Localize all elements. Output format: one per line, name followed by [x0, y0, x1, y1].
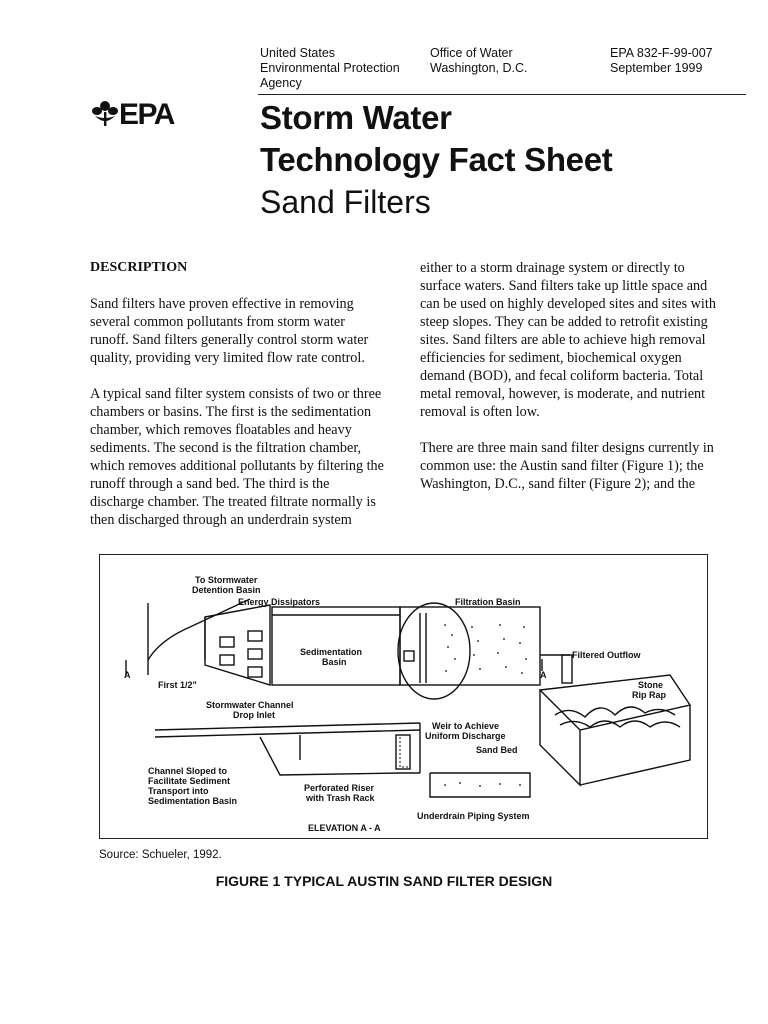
left-column — [90, 259, 392, 529]
page-title-line2: Technology Fact Sheet — [260, 141, 613, 178]
paragraph-line: chambers or basins. The first is the sedimentation — [90, 404, 372, 420]
paragraph-line: surface waters. Sand filters take up little space and — [420, 278, 708, 294]
label-sloped: Sedimentation Basin — [148, 796, 238, 806]
paragraph-line: can be used on highly developed sites and sites with — [420, 296, 716, 312]
label-section-a: A — [540, 670, 547, 680]
label-sedimentation: Basin — [322, 657, 347, 667]
document-id — [610, 46, 713, 76]
label-first-half: First 1/2" — [158, 680, 197, 690]
office-name — [430, 46, 528, 76]
label-channel: Drop Inlet — [233, 710, 275, 720]
paragraph-line: quality, providing very limited flow rate control. — [90, 350, 365, 366]
inlet-channel — [205, 605, 270, 685]
label-detention: To Stormwater — [195, 575, 258, 585]
agency-line: Agency — [260, 76, 302, 90]
agency-line: United States — [260, 46, 336, 60]
paragraph-line: removal is often low. — [420, 404, 540, 420]
paragraph-line: which removes additional pollutants by filtering the — [90, 458, 384, 474]
label-section-a: A — [124, 670, 131, 680]
page-subtitle: Sand Filters — [260, 184, 431, 220]
paragraph-line: discharge chamber. The treated filtrate normally is — [90, 494, 376, 510]
label-stone: Stone — [638, 680, 664, 690]
agency-line: Environmental Protection — [260, 61, 400, 75]
sedimentation-basin-outline — [272, 607, 400, 685]
paragraph-line: metal removal, however, is moderate, and nutrient — [420, 386, 706, 402]
paragraph-line: common use: the Austin sand filter (Figure 1); the — [420, 458, 704, 474]
paragraph-line: either to a storm drainage system or directly to — [420, 260, 685, 276]
paragraph-line: runoff. Sand filters generally control storm water — [90, 332, 369, 348]
label-sand-bed: Sand Bed — [476, 745, 518, 755]
paragraph-line: then discharged through an underdrain system — [90, 512, 352, 528]
label-weir: Weir to Achieve — [432, 721, 500, 731]
label-filtration-basin: Filtration Basin — [455, 597, 521, 607]
paragraph-line: A typical sand filter system consists of two or three — [90, 386, 382, 402]
label-detention: Detention Basin — [192, 585, 261, 595]
label-sloped: Facilitate Sediment — [148, 776, 231, 786]
label-underdrain: Underdrain Piping System — [417, 811, 530, 821]
epa-logo — [92, 96, 192, 130]
paragraph-line: runoff through a sand bed. The third is the — [90, 476, 330, 492]
paragraph-line: Washington, D.C., sand filter (Figure 2); and the — [420, 476, 696, 492]
flower-icon — [92, 101, 118, 126]
doc-number: EPA 832-F-99-007 — [610, 46, 713, 60]
label-riser: Perforated Riser — [304, 783, 375, 793]
label-riser: with Trash Rack — [306, 793, 375, 803]
label-channel: Stormwater Channel — [206, 700, 294, 710]
doc-date: September 1999 — [610, 61, 703, 75]
label-stone: Rip Rap — [632, 690, 667, 700]
label-energy-dissipators: Energy Dissipators — [238, 597, 321, 607]
right-column — [420, 259, 723, 493]
paragraph-line: chamber, which removes floatables and heavy — [90, 422, 352, 438]
label-weir: Uniform Discharge — [425, 731, 506, 741]
paragraph-line: efficiencies for sediment, biochemical oxygen — [420, 350, 682, 366]
label-sloped: Channel Sloped to — [148, 766, 228, 776]
header-divider — [258, 94, 746, 95]
epa-logo-text: EPA — [119, 98, 174, 130]
perforated-riser — [396, 735, 410, 769]
office-line: Washington, D.C. — [430, 61, 528, 75]
label-elevation: ELEVATION A - A — [308, 823, 381, 833]
figure-source: Source: Schueler, 1992. — [99, 849, 222, 861]
label-sloped: Transport into — [148, 786, 209, 796]
agency-name — [260, 46, 400, 91]
paragraph-line: demand (BOD), and fecal coliform bacteria. Total — [420, 368, 704, 384]
office-line: Office of Water — [430, 46, 513, 60]
paragraph-line: sites. Sand filters are able to achieve high removal — [420, 332, 706, 348]
paragraph-line: several common pollutants from storm water — [90, 314, 345, 330]
label-filtered-outflow: Filtered Outflow — [572, 650, 641, 660]
sand-filter-drawing — [100, 555, 709, 840]
paragraph-line: steep slopes. They can be added to retrofit existing — [420, 314, 708, 330]
paragraph-line: sediments. The second is the filtration chamber, — [90, 440, 362, 456]
label-sedimentation: Sedimentation — [300, 647, 363, 657]
figure-1-diagram — [99, 554, 708, 839]
section-heading: DESCRIPTION — [90, 260, 188, 275]
page-title-line1: Storm Water — [260, 99, 452, 136]
paragraph-line: Sand filters have proven effective in removing — [90, 296, 354, 312]
paragraph-line: There are three main sand filter designs currently in — [420, 440, 714, 456]
figure-caption: FIGURE 1 TYPICAL AUSTIN SAND FILTER DESIGN — [215, 873, 553, 889]
